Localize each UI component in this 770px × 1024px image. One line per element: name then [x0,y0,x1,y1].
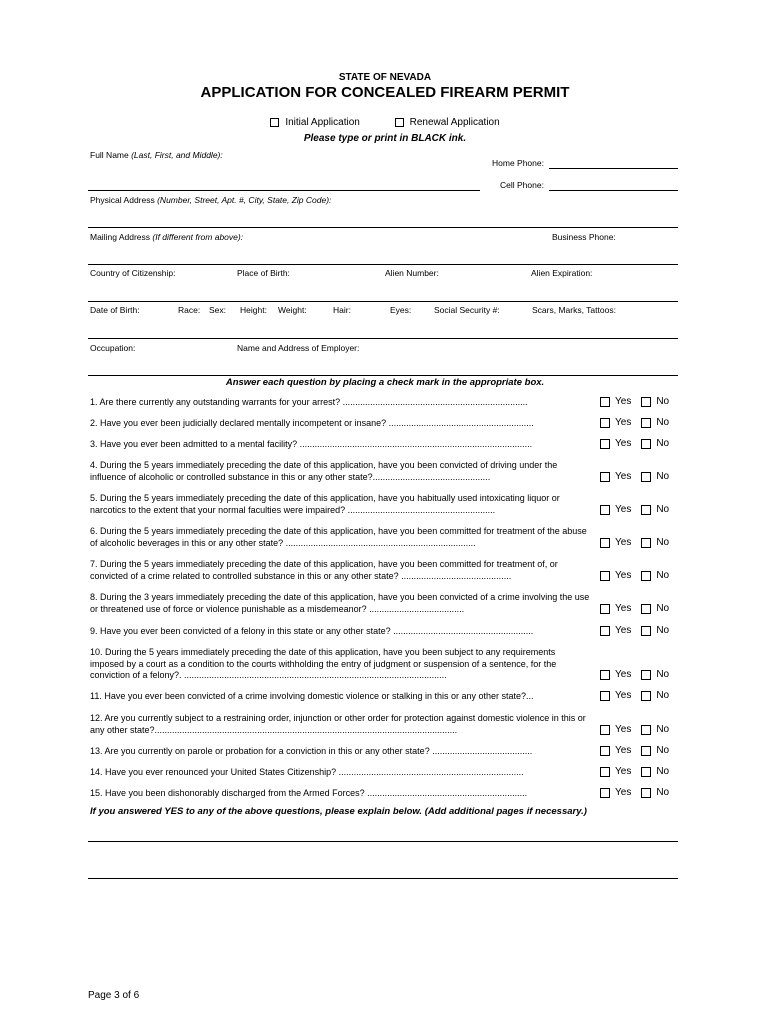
explanation-line-2[interactable] [88,878,678,879]
yes-checkbox[interactable] [600,767,610,777]
eyes-label: Eyes: [390,305,412,315]
page-number: Page 3 of 6 [88,990,140,1001]
no-checkbox[interactable] [641,670,651,680]
dob-label: Date of Birth: [90,305,140,315]
race-label: Race: [178,305,201,315]
occupation-label: Occupation: [90,343,136,353]
mailing-address-label: Mailing Address (If different from above): [90,232,244,242]
yes-checkbox[interactable] [600,505,610,515]
business-phone-label: Business Phone: [552,232,616,242]
physical-address-label: Physical Address (Number, Street, Apt. #, City, State, Zip Code): [90,195,332,205]
yes-checkbox[interactable] [600,691,610,701]
questions-heading: Answer each question by placing a check mark in the appropriate box. [225,377,545,388]
question-2: 2. Have you ever been judicially declared mentally incompetent or insane? .......................................................... [90,418,534,428]
home-phone-line[interactable] [549,168,678,169]
no-checkbox[interactable] [641,418,651,428]
no-checkbox[interactable] [641,788,651,798]
question-11: 11. Have you ever been convicted of a crime involving domestic violence or stalking in this or any other state?... [90,691,534,701]
renewal-application-option[interactable] [395,117,500,128]
explain-instruction: If you answered YES to any of the above questions, please explain below. (Add additional pages if necessary.) [90,806,587,817]
no-checkbox[interactable] [641,725,651,735]
yes-checkbox[interactable] [600,439,610,449]
sex-label: Sex: [209,305,227,315]
yes-checkbox[interactable] [600,746,610,756]
yes-checkbox[interactable] [600,604,610,614]
country-label: Country of Citizenship: [90,268,176,278]
question-15: 15. Have you been dishonorably discharged from the Armed Forces? ................................................................ [90,788,528,798]
no-checkbox[interactable] [641,505,651,515]
question-4: 4. During the 5 years immediately preceding the date of this application, have you been convicted of driving under the influence of alcoholic or controlled substance in this or any other state?............................................... [90,460,558,482]
citizenship-row-line[interactable] [88,301,678,302]
no-checkbox[interactable] [641,767,651,777]
question-3: 3. Have you ever been admitted to a mental facility? ............................................................................................. [90,439,533,449]
yes-checkbox[interactable] [600,418,610,428]
alien-expiration-label: Alien Expiration: [531,268,593,278]
full-name-label: Full Name (Last, First, and Middle): [90,150,223,160]
initial-application-checkbox[interactable] [270,118,279,127]
initial-application-option[interactable] [270,117,360,128]
answer-9: Yes No [600,625,669,636]
question-5: 5. During the 5 years immediately preceding the date of this application, have you habitually used intoxicating liquor or narcotics to the extent that your normal faculties were impaired? ........................................................... [90,493,560,515]
ssn-label: Social Security #: [434,305,500,315]
place-of-birth-label: Place of Birth: [237,268,290,278]
no-checkbox[interactable] [641,626,651,636]
yes-checkbox[interactable] [600,571,610,581]
alien-number-label: Alien Number: [385,268,439,278]
answer-2: Yes No [600,417,669,428]
question-7: 7. During the 5 years immediately preceding the date of this application, have you been committed for treatment of, or convicted of a crime related to controlled substance in this or any other state? ............................................ [90,559,558,581]
answer-13: Yes No [600,745,669,756]
weight-label: Weight: [278,305,307,315]
yes-checkbox[interactable] [600,725,610,735]
answer-4: Yes No [600,471,669,482]
answer-11: Yes No [600,690,669,701]
no-checkbox[interactable] [641,538,651,548]
employer-label: Name and Address of Employer: [237,343,360,353]
answer-1: Yes No [600,396,669,407]
no-checkbox[interactable] [641,746,651,756]
question-9: 9. Have you ever been convicted of a felony in this state or any other state? ........................................................ [90,626,534,636]
initial-application-label: Initial Application [285,117,360,128]
hair-label: Hair: [333,305,351,315]
yes-checkbox[interactable] [600,472,610,482]
ink-instruction: Please type or print in BLACK ink. [303,133,467,144]
question-10: 10. During the 5 years immediately preceding the date of this application, have you been subject to any requirements imposed by a court as a condition to the courts withholding the entry of judgment or suspension of a sentence, for the conviction of a felony?. ......................................................................................................... [90,647,557,680]
yes-checkbox[interactable] [600,788,610,798]
answer-3: Yes No [600,438,669,449]
answer-12: Yes No [600,724,669,735]
mailing-address-line[interactable] [88,264,550,265]
cell-phone-line[interactable] [549,190,678,191]
question-13: 13. Are you currently on parole or probation for a conviction in this or any other state? ........................................ [90,746,533,756]
question-14: 14. Have you ever renounced your United States Citizenship? .......................................................................... [90,767,524,777]
renewal-application-checkbox[interactable] [395,118,404,127]
answer-10: Yes No [600,669,669,680]
no-checkbox[interactable] [641,571,651,581]
question-1: 1. Are there currently any outstanding warrants for your arrest? .......................................................................... [90,397,528,407]
answer-8: Yes No [600,603,669,614]
no-checkbox[interactable] [641,397,651,407]
business-phone-line[interactable] [550,264,678,265]
no-checkbox[interactable] [641,604,651,614]
physical-description-line[interactable] [88,338,678,339]
renewal-application-label: Renewal Application [409,117,500,128]
no-checkbox[interactable] [641,691,651,701]
question-12: 12. Are you currently subject to a restraining order, injunction or other order for protection against domestic violence in this or any other state?......................................................................................................................... [90,713,586,735]
height-label: Height: [240,305,267,315]
question-6: 6. During the 5 years immediately preceding the date of this application, have you been committed for treatment of the abuse of alcoholic beverages in this or any other state? ............................................................................ [90,526,587,548]
state-heading: STATE OF NEVADA [338,72,432,83]
answer-15: Yes No [600,787,669,798]
application-type-row [0,117,770,130]
physical-address-line[interactable] [88,227,678,228]
answer-14: Yes No [600,766,669,777]
question-8: 8. During the 3 years immediately preceding the date of this application, have you been convicted of a crime involving the use or threatened use of force or violence punishable as a misdemeanor? ...................................... [90,592,590,614]
yes-checkbox[interactable] [600,626,610,636]
answer-6: Yes No [600,537,669,548]
no-checkbox[interactable] [641,472,651,482]
yes-checkbox[interactable] [600,397,610,407]
no-checkbox[interactable] [641,439,651,449]
home-phone-label: Home Phone: [492,158,544,168]
yes-checkbox[interactable] [600,670,610,680]
answer-7: Yes No [600,570,669,581]
yes-checkbox[interactable] [600,538,610,548]
form-title: APPLICATION FOR CONCEALED FIREARM PERMIT [200,84,570,101]
explanation-line-1[interactable] [88,841,678,842]
full-name-line[interactable] [88,190,480,191]
occupation-line[interactable] [88,375,678,376]
scars-label: Scars, Marks, Tattoos: [532,305,616,315]
cell-phone-label: Cell Phone: [500,180,544,190]
answer-5: Yes No [600,504,669,515]
